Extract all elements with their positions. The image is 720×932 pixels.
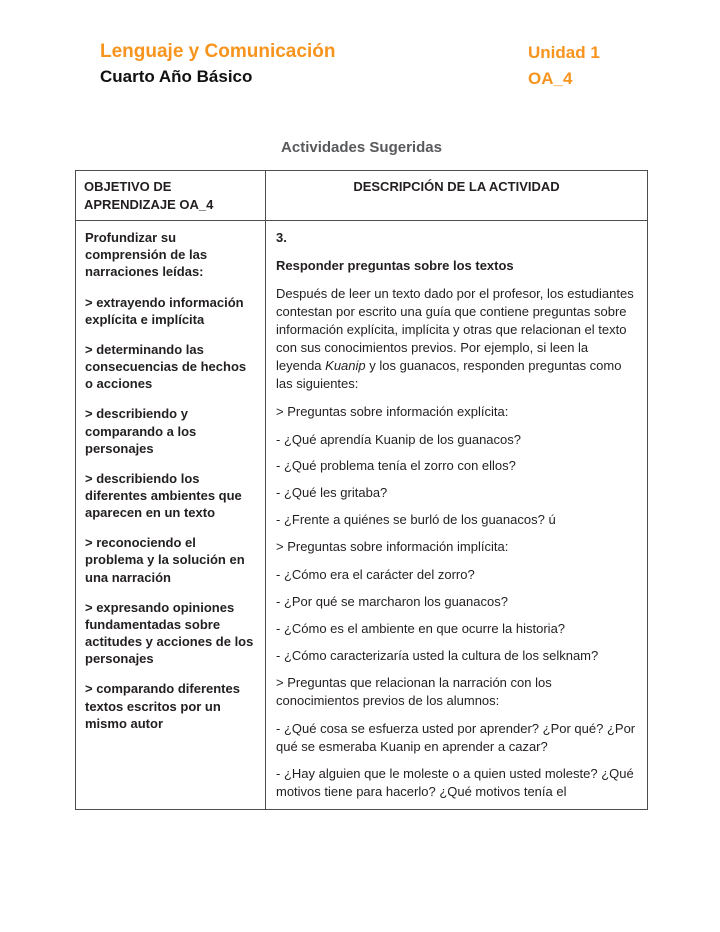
objective-bullet: > extrayendo información explícita e implícita [85, 294, 244, 327]
header-left-block [100, 40, 335, 91]
objective-bullet: > determinando las consecuencias de hechos o acciones [85, 341, 247, 392]
table-header-row [76, 171, 648, 221]
question-item: - ¿Por qué se marcharon los guanacos? [276, 594, 508, 610]
question-item: - ¿Qué cosa se esfuerza usted por aprender? ¿Por qué? ¿Por qué se esmeraba Kuanip en aprender a cazar? [276, 720, 636, 754]
objective-column-header: OBJETIVO DE APRENDIZAJE OA_4 [76, 171, 266, 221]
objective-bullet: > describiendo y comparando a los personajes [85, 406, 197, 456]
activity-title: Responder preguntas sobre los textos [276, 258, 514, 274]
objective-bullet: > describiendo los diferentes ambientes que aparecen en un texto [85, 470, 242, 521]
document-subject: Lenguaje y Comunicación [100, 41, 336, 62]
document-grade: Cuarto Año Básico [100, 66, 253, 86]
question-item: - ¿Cómo caracterizaría usted la cultura de los selknam? [276, 648, 599, 664]
section-header: > Preguntas sobre información implícita: [276, 539, 509, 555]
section-header: > Preguntas sobre información explícita: [276, 403, 509, 419]
description-column-header: DESCRIPCIÓN DE LA ACTIVIDAD [266, 171, 648, 221]
objective-bullet: > comparando diferentes textos escritos por un mismo autor [85, 681, 240, 731]
question-item: - ¿Cómo era el carácter del zorro? [276, 567, 475, 583]
question-item: - ¿Cómo es el ambiente en que ocurre la historia? [276, 621, 566, 637]
intro-text-after: y los guanacos, responden preguntas como las siguientes: [276, 357, 622, 391]
intro-italic-term: Kuanip [325, 357, 366, 373]
objective-bullet: > expresando opiniones fundamentadas sobre actitudes y acciones de los personajes [85, 599, 254, 667]
document-header [100, 40, 648, 91]
activities-table [75, 170, 648, 810]
document-unit: Unidad 1 [528, 43, 600, 62]
table-body-row [76, 221, 648, 810]
page-title: Actividades Sugeridas [281, 139, 442, 156]
description-cell [266, 221, 648, 810]
intro-text-before: Después de leer un texto dado por el profesor, los estudiantes contestan por escrito una guía que contiene preguntas sobre información explícita, implícita y otras que relacionan el texto con sus conocimientos previos. Por ejemplo, si leen la leyenda [276, 285, 634, 373]
question-item: - ¿Qué problema tenía el zorro con ellos? [276, 458, 516, 474]
objective-bullet: > reconociendo el problema y la solución en una narración [85, 535, 245, 585]
objective-intro: Profundizar su comprensión de las narraciones leídas: [85, 230, 208, 280]
document-oa-code: OA_4 [528, 68, 573, 88]
section-header: > Preguntas que relacionan la narración con los conocimientos previos de los alumnos: [276, 674, 552, 708]
objective-cell [76, 221, 266, 810]
activity-number: 3. [276, 230, 287, 246]
header-right-block [528, 40, 648, 91]
question-item: - ¿Qué aprendía Kuanip de los guanacos? [276, 431, 522, 447]
question-item: - ¿Frente a quiénes se burló de los guanacos? ú [276, 512, 556, 528]
question-item: - ¿Qué les gritaba? [276, 485, 388, 501]
activity-intro-paragraph [276, 285, 637, 393]
question-item: - ¿Hay alguien que le moleste o a quien usted moleste? ¿Qué motivos tiene para hacerlo? ¿Qué motivos tenía el [276, 765, 634, 799]
